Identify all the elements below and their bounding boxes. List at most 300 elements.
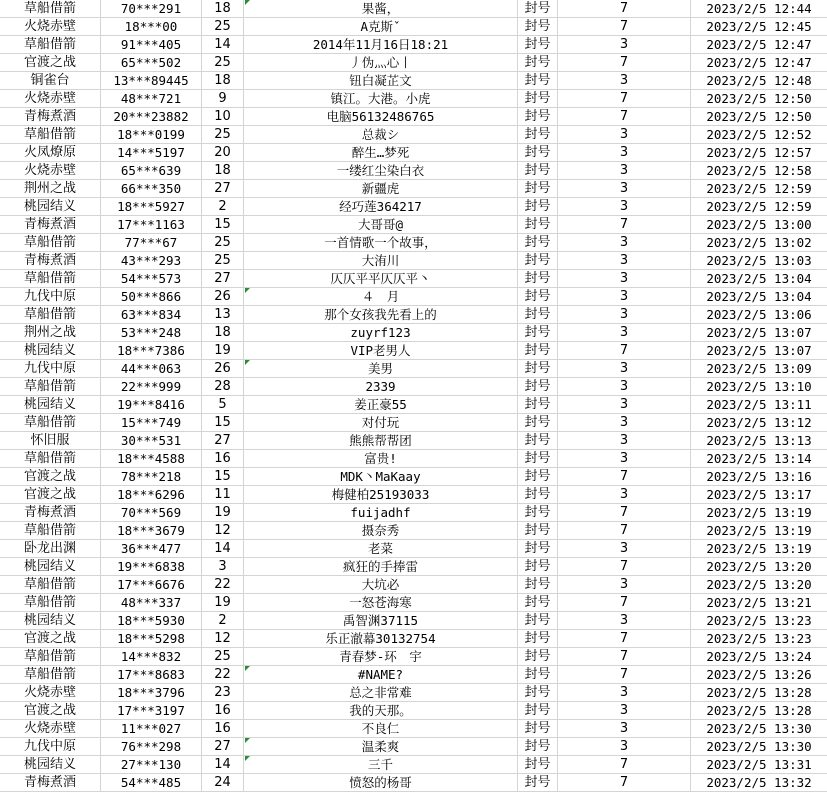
level-cell[interactable]: 5 xyxy=(202,396,244,414)
timestamp-cell[interactable]: 2023/2/5 12:44 xyxy=(691,0,827,18)
status-cell[interactable]: 封号 xyxy=(518,432,558,450)
status-cell[interactable]: 封号 xyxy=(518,720,558,738)
nickname-cell[interactable]: 一缕红尘染白衣 xyxy=(244,162,518,180)
server-cell[interactable]: 九伐中原 xyxy=(0,288,101,306)
nickname-cell[interactable]: MDK丶MaKaay xyxy=(244,468,518,486)
status-cell[interactable]: 封号 xyxy=(518,324,558,342)
server-cell[interactable]: 官渡之战 xyxy=(0,54,101,72)
nickname-cell[interactable]: 一怒苍海寒 xyxy=(244,594,518,612)
level-cell[interactable]: 27 xyxy=(202,432,244,450)
account-cell[interactable]: 11***027 xyxy=(101,720,202,738)
count-cell[interactable]: 3 xyxy=(558,738,691,756)
account-cell[interactable]: 18***7386 xyxy=(101,342,202,360)
nickname-cell[interactable]: 一首情歌一个故事， xyxy=(244,234,518,252)
server-cell[interactable]: 桃园结义 xyxy=(0,396,101,414)
account-cell[interactable]: 27***130 xyxy=(101,756,202,774)
account-cell[interactable]: 18***3679 xyxy=(101,522,202,540)
status-cell[interactable]: 封号 xyxy=(518,450,558,468)
level-cell[interactable]: 15 xyxy=(202,216,244,234)
timestamp-cell[interactable]: 2023/2/5 13:23 xyxy=(691,630,827,648)
level-cell[interactable]: 28 xyxy=(202,378,244,396)
count-cell[interactable]: 3 xyxy=(558,144,691,162)
level-cell[interactable]: 10 xyxy=(202,108,244,126)
timestamp-cell[interactable]: 2023/2/5 13:03 xyxy=(691,252,827,270)
status-cell[interactable]: 封号 xyxy=(518,504,558,522)
account-cell[interactable]: 17***8683 xyxy=(101,666,202,684)
status-cell[interactable]: 封号 xyxy=(518,198,558,216)
count-cell[interactable]: 3 xyxy=(558,288,691,306)
account-cell[interactable]: 48***721 xyxy=(101,90,202,108)
status-cell[interactable]: 封号 xyxy=(518,468,558,486)
account-cell[interactable]: 14***832 xyxy=(101,648,202,666)
count-cell[interactable]: 7 xyxy=(558,522,691,540)
level-cell[interactable]: 16 xyxy=(202,702,244,720)
status-cell[interactable]: 封号 xyxy=(518,18,558,36)
server-cell[interactable]: 草船借箭 xyxy=(0,0,101,18)
account-cell[interactable]: 19***8416 xyxy=(101,396,202,414)
status-cell[interactable]: 封号 xyxy=(518,0,558,18)
nickname-cell[interactable]: 我的天那。 xyxy=(244,702,518,720)
status-cell[interactable]: 封号 xyxy=(518,234,558,252)
status-cell[interactable]: 封号 xyxy=(518,522,558,540)
level-cell[interactable]: 14 xyxy=(202,756,244,774)
nickname-cell[interactable]: 老菜 xyxy=(244,540,518,558)
level-cell[interactable]: 18 xyxy=(202,0,244,18)
timestamp-cell[interactable]: 2023/2/5 13:19 xyxy=(691,540,827,558)
status-cell[interactable]: 封号 xyxy=(518,576,558,594)
server-cell[interactable]: 火烧赤壁 xyxy=(0,18,101,36)
nickname-cell[interactable]: #NAME? xyxy=(244,666,518,684)
timestamp-cell[interactable]: 2023/2/5 13:28 xyxy=(691,702,827,720)
count-cell[interactable]: 3 xyxy=(558,324,691,342)
account-cell[interactable]: 20***23882 xyxy=(101,108,202,126)
level-cell[interactable]: 13 xyxy=(202,306,244,324)
nickname-cell[interactable]: 富贵! xyxy=(244,450,518,468)
level-cell[interactable]: 9 xyxy=(202,90,244,108)
level-cell[interactable]: 22 xyxy=(202,576,244,594)
status-cell[interactable]: 封号 xyxy=(518,36,558,54)
account-cell[interactable]: 36***477 xyxy=(101,540,202,558)
count-cell[interactable]: 3 xyxy=(558,684,691,702)
server-cell[interactable]: 草船借箭 xyxy=(0,666,101,684)
account-cell[interactable]: 76***298 xyxy=(101,738,202,756)
level-cell[interactable]: 27 xyxy=(202,270,244,288)
account-cell[interactable]: 19***6838 xyxy=(101,558,202,576)
nickname-cell[interactable]: 总裁シ xyxy=(244,126,518,144)
count-cell[interactable]: 3 xyxy=(558,414,691,432)
level-cell[interactable]: 26 xyxy=(202,288,244,306)
server-cell[interactable]: 草船借箭 xyxy=(0,576,101,594)
count-cell[interactable]: 7 xyxy=(558,594,691,612)
count-cell[interactable]: 3 xyxy=(558,432,691,450)
count-cell[interactable]: 3 xyxy=(558,396,691,414)
nickname-cell[interactable]: 青春梦-环 宇 xyxy=(244,648,518,666)
account-cell[interactable]: 18***5927 xyxy=(101,198,202,216)
nickname-cell[interactable]: 愤怒的杨哥 xyxy=(244,774,518,792)
nickname-cell[interactable]: 梅健柏25193033 xyxy=(244,486,518,504)
status-cell[interactable]: 封号 xyxy=(518,486,558,504)
nickname-cell[interactable]: fuijadhf xyxy=(244,504,518,522)
account-cell[interactable]: 17***1163 xyxy=(101,216,202,234)
level-cell[interactable]: 25 xyxy=(202,54,244,72)
account-cell[interactable]: 48***337 xyxy=(101,594,202,612)
count-cell[interactable]: 7 xyxy=(558,648,691,666)
status-cell[interactable]: 封号 xyxy=(518,270,558,288)
nickname-cell[interactable]: 2014年11月16日18:21 xyxy=(244,36,518,54)
level-cell[interactable]: 19 xyxy=(202,594,244,612)
server-cell[interactable]: 桃园结义 xyxy=(0,198,101,216)
level-cell[interactable]: 14 xyxy=(202,36,244,54)
count-cell[interactable]: 7 xyxy=(558,756,691,774)
account-cell[interactable]: 18***6296 xyxy=(101,486,202,504)
server-cell[interactable]: 九伐中原 xyxy=(0,360,101,378)
count-cell[interactable]: 7 xyxy=(558,468,691,486)
account-cell[interactable]: 44***063 xyxy=(101,360,202,378)
server-cell[interactable]: 火凤燎原 xyxy=(0,144,101,162)
timestamp-cell[interactable]: 2023/2/5 13:30 xyxy=(691,720,827,738)
count-cell[interactable]: 3 xyxy=(558,702,691,720)
status-cell[interactable]: 封号 xyxy=(518,666,558,684)
count-cell[interactable]: 3 xyxy=(558,36,691,54)
account-cell[interactable]: 43***293 xyxy=(101,252,202,270)
count-cell[interactable]: 7 xyxy=(558,504,691,522)
nickname-cell[interactable]: A克斯ˇ xyxy=(244,18,518,36)
account-cell[interactable]: 77***67 xyxy=(101,234,202,252)
status-cell[interactable]: 封号 xyxy=(518,630,558,648)
count-cell[interactable]: 7 xyxy=(558,108,691,126)
server-cell[interactable]: 草船借箭 xyxy=(0,36,101,54)
nickname-cell[interactable]: 新疆虎 xyxy=(244,180,518,198)
timestamp-cell[interactable]: 2023/2/5 12:50 xyxy=(691,90,827,108)
level-cell[interactable]: 12 xyxy=(202,522,244,540)
count-cell[interactable]: 3 xyxy=(558,612,691,630)
server-cell[interactable]: 青梅煮酒 xyxy=(0,504,101,522)
level-cell[interactable]: 16 xyxy=(202,720,244,738)
server-cell[interactable]: 火烧赤壁 xyxy=(0,90,101,108)
server-cell[interactable]: 草船借箭 xyxy=(0,378,101,396)
account-cell[interactable]: 17***6676 xyxy=(101,576,202,594)
server-cell[interactable]: 火烧赤壁 xyxy=(0,720,101,738)
account-cell[interactable]: 66***350 xyxy=(101,180,202,198)
level-cell[interactable]: 20 xyxy=(202,144,244,162)
level-cell[interactable]: 16 xyxy=(202,450,244,468)
nickname-cell[interactable]: 摄奈秀 xyxy=(244,522,518,540)
level-cell[interactable]: 2 xyxy=(202,198,244,216)
level-cell[interactable]: 25 xyxy=(202,18,244,36)
count-cell[interactable]: 3 xyxy=(558,270,691,288)
account-cell[interactable]: 18***5298 xyxy=(101,630,202,648)
server-cell[interactable]: 青梅煮酒 xyxy=(0,108,101,126)
server-cell[interactable]: 青梅煮酒 xyxy=(0,252,101,270)
account-cell[interactable]: 54***485 xyxy=(101,774,202,792)
level-cell[interactable]: 18 xyxy=(202,162,244,180)
nickname-cell[interactable]: 仄仄平平仄仄平丶 xyxy=(244,270,518,288)
status-cell[interactable]: 封号 xyxy=(518,756,558,774)
status-cell[interactable]: 封号 xyxy=(518,360,558,378)
timestamp-cell[interactable]: 2023/2/5 12:59 xyxy=(691,180,827,198)
account-cell[interactable]: 14***5197 xyxy=(101,144,202,162)
timestamp-cell[interactable]: 2023/2/5 13:24 xyxy=(691,648,827,666)
count-cell[interactable]: 7 xyxy=(558,54,691,72)
server-cell[interactable]: 草船借箭 xyxy=(0,594,101,612)
timestamp-cell[interactable]: 2023/2/5 13:14 xyxy=(691,450,827,468)
count-cell[interactable]: 3 xyxy=(558,540,691,558)
timestamp-cell[interactable]: 2023/2/5 13:11 xyxy=(691,396,827,414)
timestamp-cell[interactable]: 2023/2/5 13:04 xyxy=(691,270,827,288)
timestamp-cell[interactable]: 2023/2/5 13:07 xyxy=(691,342,827,360)
level-cell[interactable]: 14 xyxy=(202,540,244,558)
status-cell[interactable]: 封号 xyxy=(518,162,558,180)
count-cell[interactable]: 3 xyxy=(558,126,691,144)
timestamp-cell[interactable]: 2023/2/5 13:10 xyxy=(691,378,827,396)
account-cell[interactable]: 53***248 xyxy=(101,324,202,342)
level-cell[interactable]: 18 xyxy=(202,324,244,342)
status-cell[interactable]: 封号 xyxy=(518,252,558,270)
count-cell[interactable]: 3 xyxy=(558,486,691,504)
level-cell[interactable]: 2 xyxy=(202,612,244,630)
server-cell[interactable]: 官渡之战 xyxy=(0,468,101,486)
nickname-cell[interactable]: 大坑必 xyxy=(244,576,518,594)
count-cell[interactable]: 7 xyxy=(558,18,691,36)
server-cell[interactable]: 桃园结义 xyxy=(0,558,101,576)
server-cell[interactable]: 青梅煮酒 xyxy=(0,216,101,234)
timestamp-cell[interactable]: 2023/2/5 13:07 xyxy=(691,324,827,342)
status-cell[interactable]: 封号 xyxy=(518,774,558,792)
status-cell[interactable]: 封号 xyxy=(518,414,558,432)
server-cell[interactable]: 草船借箭 xyxy=(0,450,101,468)
account-cell[interactable]: 30***531 xyxy=(101,432,202,450)
timestamp-cell[interactable]: 2023/2/5 13:04 xyxy=(691,288,827,306)
server-cell[interactable]: 草船借箭 xyxy=(0,648,101,666)
count-cell[interactable]: 3 xyxy=(558,306,691,324)
status-cell[interactable]: 封号 xyxy=(518,612,558,630)
nickname-cell[interactable]: 经巧莲364217 xyxy=(244,198,518,216)
count-cell[interactable]: 3 xyxy=(558,252,691,270)
account-cell[interactable]: 18***5930 xyxy=(101,612,202,630)
level-cell[interactable]: 22 xyxy=(202,666,244,684)
status-cell[interactable]: 封号 xyxy=(518,180,558,198)
timestamp-cell[interactable]: 2023/2/5 13:28 xyxy=(691,684,827,702)
level-cell[interactable]: 18 xyxy=(202,72,244,90)
timestamp-cell[interactable]: 2023/2/5 12:50 xyxy=(691,108,827,126)
count-cell[interactable]: 3 xyxy=(558,720,691,738)
account-cell[interactable]: 65***502 xyxy=(101,54,202,72)
nickname-cell[interactable]: VIP老男人 xyxy=(244,342,518,360)
nickname-cell[interactable]: 镇江。大港。小虎 xyxy=(244,90,518,108)
account-cell[interactable]: 15***749 xyxy=(101,414,202,432)
count-cell[interactable]: 7 xyxy=(558,342,691,360)
level-cell[interactable]: 25 xyxy=(202,126,244,144)
account-cell[interactable]: 13***89445 xyxy=(101,72,202,90)
account-cell[interactable]: 78***218 xyxy=(101,468,202,486)
count-cell[interactable]: 3 xyxy=(558,450,691,468)
timestamp-cell[interactable]: 2023/2/5 13:00 xyxy=(691,216,827,234)
status-cell[interactable]: 封号 xyxy=(518,216,558,234)
level-cell[interactable]: 3 xyxy=(202,558,244,576)
timestamp-cell[interactable]: 2023/2/5 12:52 xyxy=(691,126,827,144)
server-cell[interactable]: 卧龙出渊 xyxy=(0,540,101,558)
server-cell[interactable]: 火烧赤壁 xyxy=(0,162,101,180)
count-cell[interactable]: 3 xyxy=(558,234,691,252)
status-cell[interactable]: 封号 xyxy=(518,342,558,360)
level-cell[interactable]: 25 xyxy=(202,648,244,666)
nickname-cell[interactable]: 醉生…梦死 xyxy=(244,144,518,162)
status-cell[interactable]: 封号 xyxy=(518,306,558,324)
nickname-cell[interactable]: 电脑56132486765 xyxy=(244,108,518,126)
timestamp-cell[interactable]: 2023/2/5 13:09 xyxy=(691,360,827,378)
nickname-cell[interactable]: 熊熊帮帮团 xyxy=(244,432,518,450)
timestamp-cell[interactable]: 2023/2/5 13:06 xyxy=(691,306,827,324)
nickname-cell[interactable]: 大洧川 xyxy=(244,252,518,270)
status-cell[interactable]: 封号 xyxy=(518,702,558,720)
count-cell[interactable]: 3 xyxy=(558,198,691,216)
count-cell[interactable]: 7 xyxy=(558,216,691,234)
level-cell[interactable]: 19 xyxy=(202,504,244,522)
server-cell[interactable]: 官渡之战 xyxy=(0,702,101,720)
count-cell[interactable]: 7 xyxy=(558,774,691,792)
status-cell[interactable]: 封号 xyxy=(518,738,558,756)
account-cell[interactable]: 54***573 xyxy=(101,270,202,288)
nickname-cell[interactable]: ４ 月 xyxy=(244,288,518,306)
status-cell[interactable]: 封号 xyxy=(518,90,558,108)
nickname-cell[interactable]: 果酱， xyxy=(244,0,518,18)
nickname-cell[interactable]: 温柔爽 xyxy=(244,738,518,756)
server-cell[interactable]: 桃园结义 xyxy=(0,756,101,774)
level-cell[interactable]: 25 xyxy=(202,234,244,252)
nickname-cell[interactable]: 总之非常难 xyxy=(244,684,518,702)
account-cell[interactable]: 63***834 xyxy=(101,306,202,324)
server-cell[interactable]: 草船借箭 xyxy=(0,270,101,288)
timestamp-cell[interactable]: 2023/2/5 12:59 xyxy=(691,198,827,216)
server-cell[interactable]: 九伐中原 xyxy=(0,738,101,756)
server-cell[interactable]: 青梅煮酒 xyxy=(0,774,101,792)
timestamp-cell[interactable]: 2023/2/5 12:45 xyxy=(691,18,827,36)
account-cell[interactable]: 50***866 xyxy=(101,288,202,306)
timestamp-cell[interactable]: 2023/2/5 12:47 xyxy=(691,54,827,72)
account-cell[interactable]: 17***3197 xyxy=(101,702,202,720)
server-cell[interactable]: 草船借箭 xyxy=(0,522,101,540)
timestamp-cell[interactable]: 2023/2/5 13:30 xyxy=(691,738,827,756)
nickname-cell[interactable]: zuyrf123 xyxy=(244,324,518,342)
status-cell[interactable]: 封号 xyxy=(518,558,558,576)
timestamp-cell[interactable]: 2023/2/5 13:19 xyxy=(691,504,827,522)
status-cell[interactable]: 封号 xyxy=(518,144,558,162)
level-cell[interactable]: 15 xyxy=(202,414,244,432)
nickname-cell[interactable]: 不良仁 xyxy=(244,720,518,738)
server-cell[interactable]: 官渡之战 xyxy=(0,630,101,648)
count-cell[interactable]: 7 xyxy=(558,0,691,18)
account-cell[interactable]: 70***569 xyxy=(101,504,202,522)
status-cell[interactable]: 封号 xyxy=(518,108,558,126)
timestamp-cell[interactable]: 2023/2/5 13:21 xyxy=(691,594,827,612)
nickname-cell[interactable]: 禹智渊37115 xyxy=(244,612,518,630)
level-cell[interactable]: 24 xyxy=(202,774,244,792)
count-cell[interactable]: 7 xyxy=(558,630,691,648)
server-cell[interactable]: 荆州之战 xyxy=(0,180,101,198)
account-cell[interactable]: 65***639 xyxy=(101,162,202,180)
status-cell[interactable]: 封号 xyxy=(518,54,558,72)
server-cell[interactable]: 荆州之战 xyxy=(0,324,101,342)
account-cell[interactable]: 70***291 xyxy=(101,0,202,18)
server-cell[interactable]: 官渡之战 xyxy=(0,486,101,504)
timestamp-cell[interactable]: 2023/2/5 13:20 xyxy=(691,558,827,576)
timestamp-cell[interactable]: 2023/2/5 13:13 xyxy=(691,432,827,450)
timestamp-cell[interactable]: 2023/2/5 12:48 xyxy=(691,72,827,90)
timestamp-cell[interactable]: 2023/2/5 13:26 xyxy=(691,666,827,684)
count-cell[interactable]: 7 xyxy=(558,558,691,576)
level-cell[interactable]: 25 xyxy=(202,252,244,270)
level-cell[interactable]: 23 xyxy=(202,684,244,702)
status-cell[interactable]: 封号 xyxy=(518,396,558,414)
nickname-cell[interactable]: 乐正澈幕30132754 xyxy=(244,630,518,648)
nickname-cell[interactable]: 大哥哥@ xyxy=(244,216,518,234)
account-cell[interactable]: 18***0199 xyxy=(101,126,202,144)
status-cell[interactable]: 封号 xyxy=(518,288,558,306)
nickname-cell[interactable]: 三千 xyxy=(244,756,518,774)
timestamp-cell[interactable]: 2023/2/5 13:19 xyxy=(691,522,827,540)
count-cell[interactable]: 3 xyxy=(558,576,691,594)
account-cell[interactable]: 18***4588 xyxy=(101,450,202,468)
server-cell[interactable]: 草船借箭 xyxy=(0,234,101,252)
nickname-cell[interactable]: 姜正豪55 xyxy=(244,396,518,414)
level-cell[interactable]: 19 xyxy=(202,342,244,360)
timestamp-cell[interactable]: 2023/2/5 12:47 xyxy=(691,36,827,54)
count-cell[interactable]: 3 xyxy=(558,162,691,180)
timestamp-cell[interactable]: 2023/2/5 13:23 xyxy=(691,612,827,630)
level-cell[interactable]: 26 xyxy=(202,360,244,378)
account-cell[interactable]: 18***00 xyxy=(101,18,202,36)
nickname-cell[interactable]: 丿伪灬心丨 xyxy=(244,54,518,72)
timestamp-cell[interactable]: 2023/2/5 13:16 xyxy=(691,468,827,486)
nickname-cell[interactable]: 美男 xyxy=(244,360,518,378)
server-cell[interactable]: 桃园结义 xyxy=(0,342,101,360)
count-cell[interactable]: 3 xyxy=(558,72,691,90)
status-cell[interactable]: 封号 xyxy=(518,594,558,612)
timestamp-cell[interactable]: 2023/2/5 13:32 xyxy=(691,774,827,792)
timestamp-cell[interactable]: 2023/2/5 12:58 xyxy=(691,162,827,180)
nickname-cell[interactable]: 疯狂的手捧雷 xyxy=(244,558,518,576)
server-cell[interactable]: 草船借箭 xyxy=(0,306,101,324)
count-cell[interactable]: 7 xyxy=(558,90,691,108)
server-cell[interactable]: 铜雀台 xyxy=(0,72,101,90)
level-cell[interactable]: 27 xyxy=(202,180,244,198)
count-cell[interactable]: 7 xyxy=(558,666,691,684)
status-cell[interactable]: 封号 xyxy=(518,378,558,396)
timestamp-cell[interactable]: 2023/2/5 13:12 xyxy=(691,414,827,432)
timestamp-cell[interactable]: 2023/2/5 13:17 xyxy=(691,486,827,504)
timestamp-cell[interactable]: 2023/2/5 13:02 xyxy=(691,234,827,252)
level-cell[interactable]: 15 xyxy=(202,468,244,486)
server-cell[interactable]: 草船借箭 xyxy=(0,126,101,144)
count-cell[interactable]: 3 xyxy=(558,180,691,198)
timestamp-cell[interactable]: 2023/2/5 13:20 xyxy=(691,576,827,594)
account-cell[interactable]: 91***405 xyxy=(101,36,202,54)
status-cell[interactable]: 封号 xyxy=(518,648,558,666)
status-cell[interactable]: 封号 xyxy=(518,684,558,702)
account-cell[interactable]: 18***3796 xyxy=(101,684,202,702)
timestamp-cell[interactable]: 2023/2/5 13:31 xyxy=(691,756,827,774)
count-cell[interactable]: 3 xyxy=(558,360,691,378)
nickname-cell[interactable]: 钮白凝芷文 xyxy=(244,72,518,90)
account-cell[interactable]: 22***999 xyxy=(101,378,202,396)
nickname-cell[interactable]: 那个女孩我先看上的 xyxy=(244,306,518,324)
level-cell[interactable]: 11 xyxy=(202,486,244,504)
nickname-cell[interactable]: 对付玩 xyxy=(244,414,518,432)
nickname-cell[interactable]: 2339 xyxy=(244,378,518,396)
status-cell[interactable]: 封号 xyxy=(518,126,558,144)
count-cell[interactable]: 3 xyxy=(558,378,691,396)
level-cell[interactable]: 27 xyxy=(202,738,244,756)
